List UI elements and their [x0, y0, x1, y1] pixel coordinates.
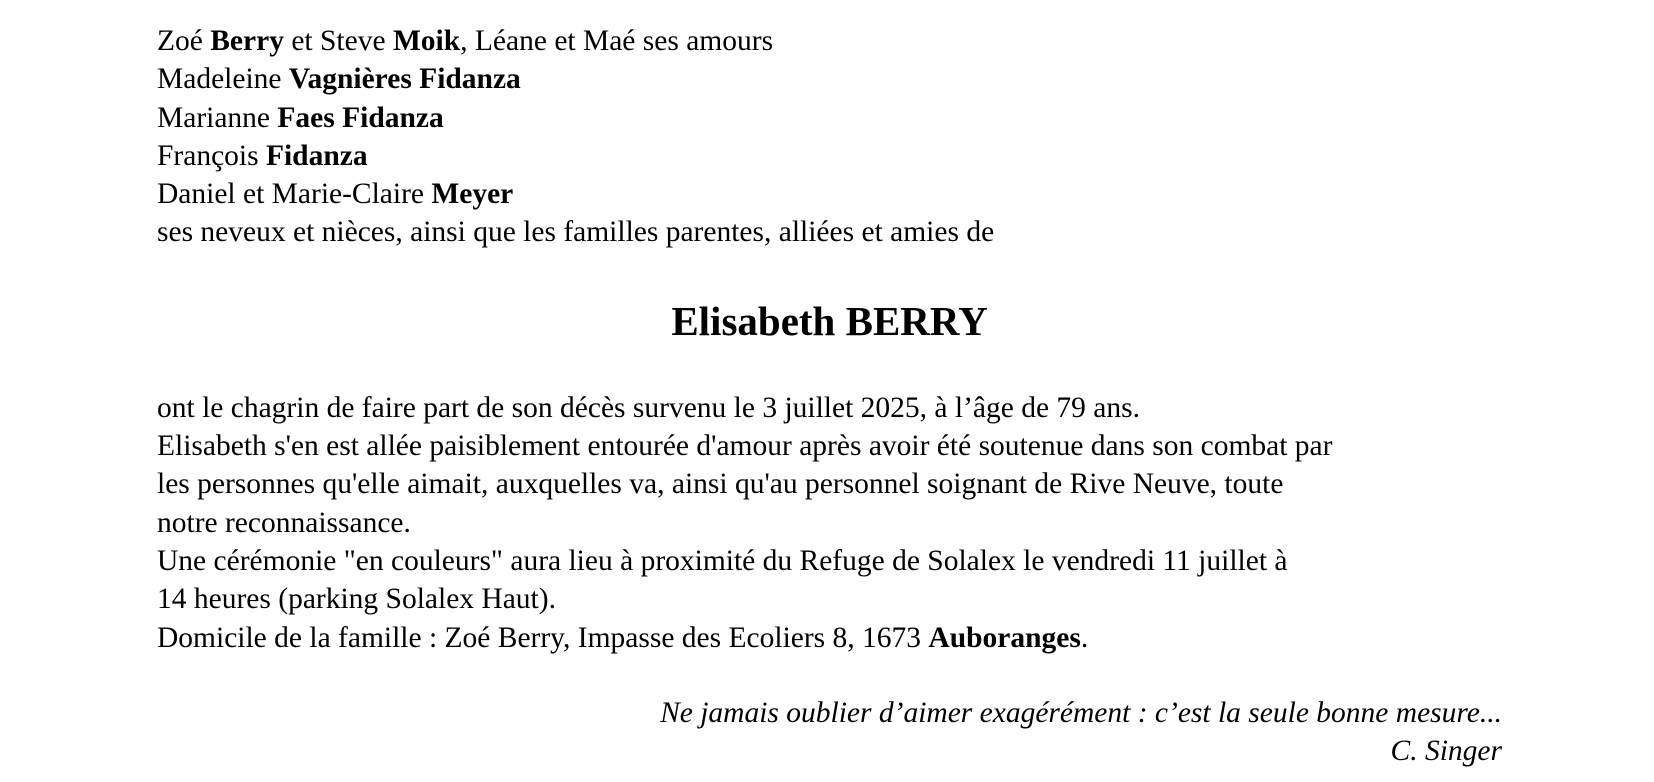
family-list	[157, 22, 1502, 252]
family-line: Zoé Berry et Steve Moik, Léane et Maé ses amours	[157, 25, 774, 57]
family-line: Daniel et Marie-Claire Meyer	[157, 178, 514, 211]
closing-quote	[157, 694, 1502, 771]
family-line: ses neveux et nièces, ainsi que les familles parentes, alliées et amies de	[157, 216, 995, 249]
announcement-line: notre reconnaissance.	[157, 506, 411, 539]
family-line: François Fidanza	[157, 139, 368, 172]
announcement-line: les personnes qu'elle aimait, auxquelles va, ainsi qu'au personnel soignant de Rive Neuve, toute	[157, 468, 1284, 501]
quote-author: C. Singer	[1390, 735, 1502, 768]
obituary-notice	[157, 22, 1502, 770]
deceased-name: Elisabeth BERRY	[671, 297, 988, 344]
announcement-line: 14 heures (parking Solalex Haut).	[157, 583, 556, 616]
announcement-text	[157, 389, 1502, 657]
quote-text: Ne jamais oublier d’aimer exagérément : c’est la seule bonne mesure...	[660, 696, 1502, 729]
announcement-line: Une cérémonie "en couleurs" aura lieu à proximité du Refuge de Solalex le vendredi 11 juillet à	[157, 544, 1288, 577]
announcement-line: ont le chagrin de faire part de son décès survenu le 3 juillet 2025, à l’âge de 79 ans.	[157, 391, 1140, 424]
family-line: Madeleine Vagnières Fidanza	[157, 63, 521, 96]
family-line: Marianne Faes Fidanza	[157, 101, 444, 134]
announcement-line: Elisabeth s'en est allée paisiblement entourée d'amour après avoir été soutenue dans son combat par	[157, 430, 1333, 463]
announcement-line: Domicile de la famille : Zoé Berry, Impasse des Ecoliers 8, 1673 Auboranges.	[157, 621, 1089, 654]
